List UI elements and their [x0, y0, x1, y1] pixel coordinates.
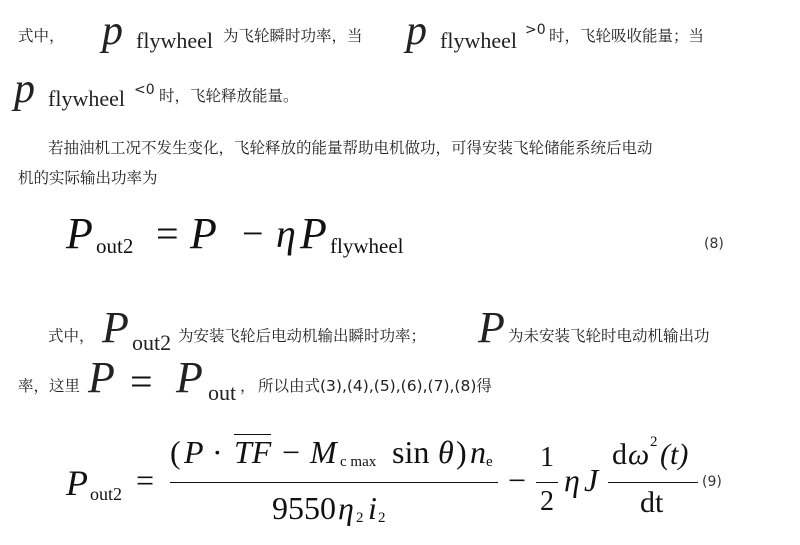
para3-P: P	[478, 303, 505, 352]
eq9-num-sin: sin	[392, 434, 430, 470]
para3-P-here: P	[88, 353, 115, 402]
para3-text-1: 为安装飞轮后电动机输出瞬时功率；	[178, 327, 427, 345]
eq9-num-Msub: c max	[340, 454, 377, 470]
eq8-minus: −	[242, 213, 264, 255]
para-2-line-2: 机的实际输出功率为	[18, 169, 158, 187]
eq9-num-nsub: e	[486, 454, 493, 470]
eq8-P: P	[190, 209, 217, 258]
eq9-den-num: 9550	[272, 490, 336, 526]
eq9-num-M: M	[310, 434, 337, 470]
eq9-main-fraction-bar	[170, 482, 498, 483]
eq9-omega-sq: 2	[650, 434, 658, 450]
para3-l2a: 率，这里	[18, 377, 81, 395]
eq9-equals: =	[136, 462, 155, 498]
line2-text: 时，飞轮释放能量。	[159, 87, 299, 105]
eq9-half-num: 1	[540, 442, 554, 473]
eq9-num-theta: θ	[438, 434, 454, 470]
eq9-den-i-sub: 2	[378, 510, 386, 526]
eq9-omega: ω	[628, 438, 650, 471]
eq9-J: J	[584, 462, 599, 498]
eq9-den-eta-sub: 2	[356, 510, 364, 526]
eq8-P-flywheel: P	[300, 209, 327, 258]
eq9-d-den: dt	[640, 486, 664, 519]
sub-flywheel-3: flywheel	[48, 86, 125, 111]
line1-text-1: 为飞轮瞬时功率，当	[223, 27, 363, 45]
eq8-sub-out2: out2	[96, 234, 134, 258]
sub-flywheel-2: flywheel	[440, 28, 517, 53]
eq9-sub-out2: out2	[90, 484, 123, 504]
para3-text-2: 为未安装飞轮时电动机输出功	[508, 327, 710, 345]
line1-text-2: 时，飞轮吸收能量；当	[549, 27, 705, 45]
eq8-eta: η	[276, 211, 296, 256]
eq9-num-dot: ·	[212, 434, 223, 470]
eq9-half-den: 2	[540, 486, 554, 517]
var-p-flywheel-2: p	[406, 8, 427, 54]
sub-flywheel-1: flywheel	[136, 28, 213, 53]
eq9-half-bar	[536, 482, 558, 483]
eq8-sub-flywheel: flywheel	[330, 234, 404, 258]
eq9-eta: η	[564, 462, 580, 498]
eq9-num-TF: TF	[234, 434, 272, 470]
para3-P-out2: P	[102, 303, 129, 352]
para3-P-out: P	[176, 353, 203, 402]
eq9-derivative-bar	[608, 482, 698, 483]
eq9-num-minus: −	[282, 434, 301, 470]
eq9-minus: −	[508, 462, 527, 498]
eq9-d-num: d	[612, 438, 627, 471]
eq9-den-i: i	[368, 490, 377, 526]
equation-9	[66, 428, 706, 538]
eq9-num-open: (	[170, 434, 181, 470]
para-2-line-1: 若抽油机工况不发生变化，飞轮释放的能量帮助电机做功，可得安装飞轮储能系统后电动	[48, 139, 653, 157]
eq9-t-arg: (t)	[660, 438, 689, 471]
eq8-equals: =	[156, 211, 179, 256]
para3-sub-out2: out2	[132, 330, 172, 355]
line1-cmp: >0	[525, 22, 546, 38]
para3-comma: ，	[240, 377, 256, 395]
para3-sub-out: out	[208, 380, 237, 405]
para3-prefix: 式中，	[48, 327, 95, 345]
line1-prefix: 式中，	[18, 27, 65, 45]
eq8-label: (8)	[704, 236, 724, 252]
eq8-P-out2: P	[66, 209, 93, 258]
line2-cmp: <0	[134, 82, 155, 98]
para3-equals: =	[130, 359, 153, 404]
para3-l2b: 所以由式(3),(4),(5),(6),(7),(8)得	[258, 377, 492, 395]
eq9-num-P: P	[184, 434, 204, 470]
eq9-P: P	[66, 463, 88, 503]
var-p-flywheel-3: p	[14, 66, 35, 112]
var-p-flywheel-1: p	[102, 8, 123, 54]
eq9-den-eta: η	[338, 490, 354, 526]
eq9-num-n: n	[470, 434, 486, 470]
eq9-num-close: )	[456, 434, 467, 470]
eq9-label: (9)	[702, 474, 722, 490]
